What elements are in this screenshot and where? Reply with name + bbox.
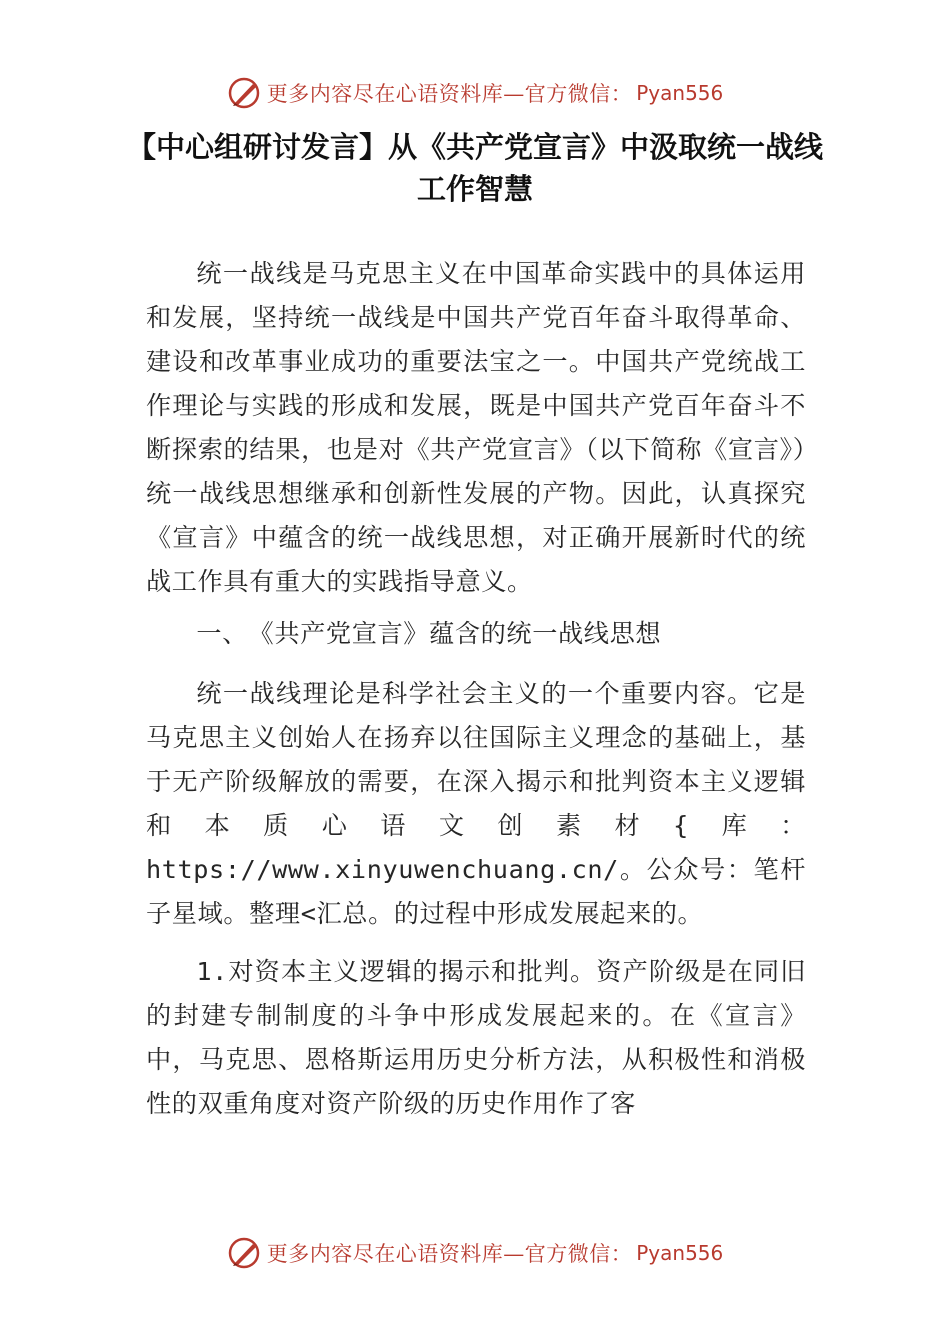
banner-text: 更多内容尽在心语资料库—官方微信： (266, 82, 633, 106)
document-title: 【中心组研讨发言】从《共产党宣言》中汲取统一战线工作智慧 (126, 130, 823, 206)
document-body (146, 252, 806, 1126)
pen-logo-icon (227, 1236, 261, 1270)
banner-wechat-id: Pyan556 (636, 81, 724, 105)
paragraph-united-front: 统一战线理论是科学社会主义的一个重要内容。它是马克思主义创始人在扬弃以往国际主义理念的基础上，基于无产阶级解放的需要，在深入揭示和批判资本主义逻辑和本质心语文创素材{库：https://www.xinyuwenchuang.cn/。公众号：笔杆子星域。整理<汇总。的过程中形成发展起来的。 (146, 679, 806, 928)
header-banner (0, 68, 950, 118)
banner-wechat-id: Pyan556 (636, 1241, 724, 1265)
section-heading: 一、 《共产党宣言》蕴含的统一战线思想 (196, 619, 662, 648)
paragraph-intro: 统一战线是马克思主义在中国革命实践中的具体运用和发展，坚持统一战线是中国共产党百年奋斗取得革命、建设和改革事业成功的重要法宝之一。中国共产党统战工作理论与实践的形成和发展，既是中国共产党百年奋斗不断探索的结果，也是对《共产党宣言》（以下简称《宣言》）统一战线思想继承和创新性发展的产物。因此，认真探究《宣言》中蕴含的统一战线思想，对正确开展新时代的统战工作具有重大的实践指导意义。 (146, 259, 806, 596)
footer-banner (0, 1228, 950, 1278)
banner-text: 更多内容尽在心语资料库—官方微信： (266, 1242, 633, 1266)
paragraph-capitalism: 1.对资本主义逻辑的揭示和批判。资产阶级是在同旧的封建专制制度的斗争中形成发展起来的。在《宣言》中，马克思、恩格斯运用历史分析方法，从积极性和消极性的双重角度对资产阶级的历史作用作了客 (146, 957, 806, 1118)
pen-logo-icon (227, 76, 261, 110)
